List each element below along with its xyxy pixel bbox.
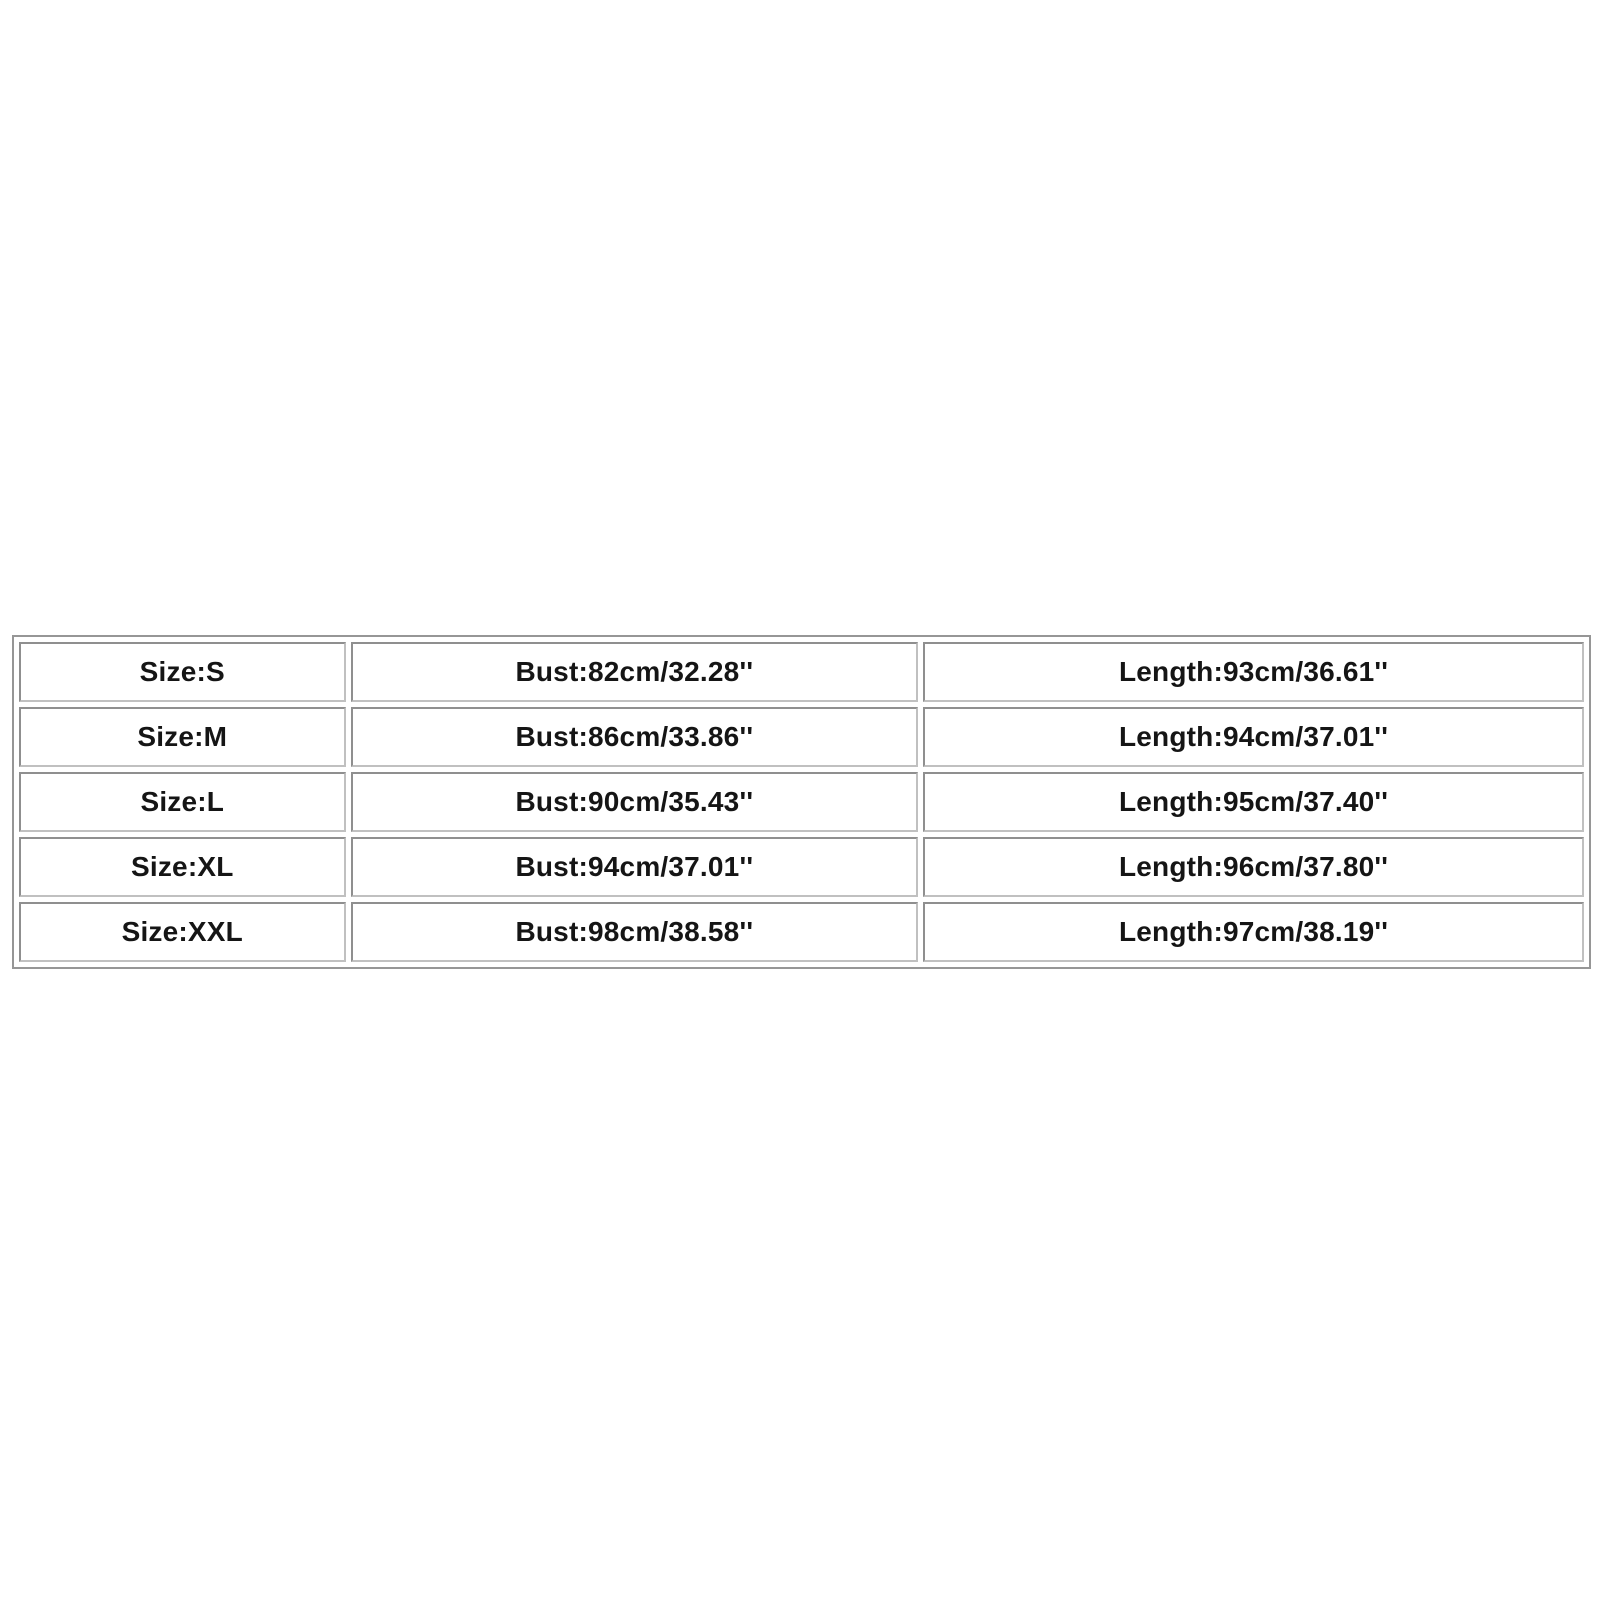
size-chart-row-xxl [19, 902, 1584, 962]
length-cell: Length:97cm/38.19'' [923, 902, 1584, 962]
bust-cell: Bust:86cm/33.86'' [351, 707, 919, 767]
size-chart-row-m [19, 707, 1584, 767]
size-cell: Size:L [19, 772, 346, 832]
size-cell: Size:M [19, 707, 346, 767]
bust-cell: Bust:82cm/32.28'' [351, 642, 919, 702]
size-chart-row-s [19, 642, 1584, 702]
size-cell: Size:S [19, 642, 346, 702]
bust-cell: Bust:98cm/38.58'' [351, 902, 919, 962]
length-cell: Length:94cm/37.01'' [923, 707, 1584, 767]
length-cell: Length:95cm/37.40'' [923, 772, 1584, 832]
size-chart-row-l [19, 772, 1584, 832]
size-cell: Size:XXL [19, 902, 346, 962]
length-cell: Length:93cm/36.61'' [923, 642, 1584, 702]
bust-cell: Bust:90cm/35.43'' [351, 772, 919, 832]
length-cell: Length:96cm/37.80'' [923, 837, 1584, 897]
size-chart-row-xl [19, 837, 1584, 897]
size-chart-table [12, 635, 1591, 969]
bust-cell: Bust:94cm/37.01'' [351, 837, 919, 897]
size-cell: Size:XL [19, 837, 346, 897]
